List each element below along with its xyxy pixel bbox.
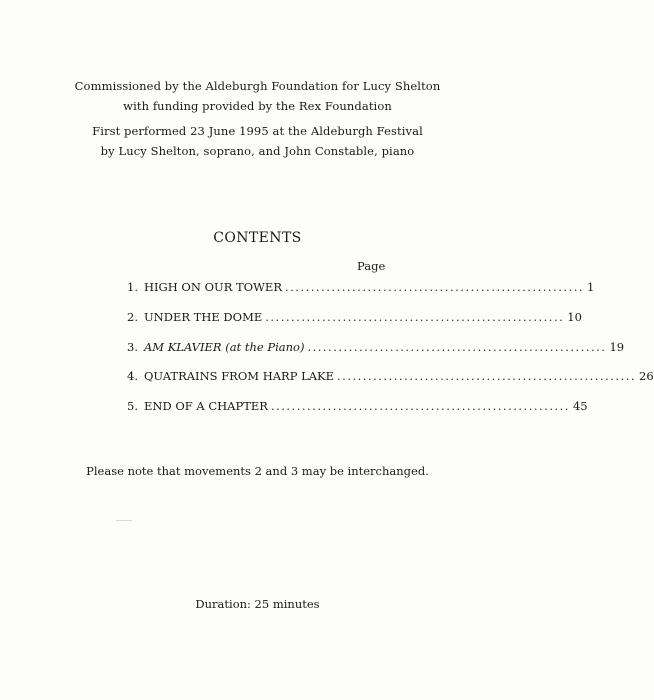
dot-leader: ..........................................................: [337, 369, 637, 384]
page-column-header: Page: [357, 259, 386, 273]
duration-note: Duration: 25 minutes: [195, 597, 320, 611]
toc-title: UNDER THE DOME: [143, 309, 263, 324]
dot-leader: ..........................................................: [284, 280, 585, 294]
toc-entry: [127, 396, 588, 426]
premiere-line-2: by Lucy Shelton, soprano, and John Constable, piano: [100, 144, 415, 158]
commission-note: [0, 76, 515, 116]
toc-number: 5.: [127, 399, 138, 414]
dot-leader: ..........................................................: [270, 399, 570, 414]
toc-number: 3.: [127, 339, 138, 354]
toc-page-number: 26: [639, 369, 654, 384]
toc-page-number: 45: [572, 399, 588, 414]
toc-entry: [127, 307, 582, 337]
interchange-note: Please note that movements 2 and 3 may be interchanged.: [86, 464, 429, 478]
contents-heading: CONTENTS: [213, 230, 302, 246]
toc-title: QUATRAINS FROM HARP LAKE: [143, 369, 335, 384]
commission-line-1: Commissioned by the Aldeburgh Foundation for Lucy Shelton: [74, 79, 441, 93]
dot-leader: ..........................................................: [265, 309, 565, 324]
toc-entry: [127, 366, 654, 396]
toc-page-number: 1: [587, 280, 595, 294]
premiere-line-1: First performed 23 June 1995 at the Aldeburgh Festival: [92, 124, 423, 138]
scan-mark: [116, 520, 132, 521]
dot-leader: ..........................................................: [307, 339, 607, 354]
toc-page-number: 19: [609, 339, 625, 354]
toc-number: 1.: [127, 280, 138, 294]
commission-line-2: with funding provided by the Rex Foundation: [123, 99, 392, 113]
toc-number: 2.: [127, 309, 138, 324]
premiere-note: [0, 121, 515, 161]
toc-title: AM KLAVIER (at the Piano): [143, 339, 305, 354]
table-of-contents: [127, 277, 654, 426]
toc-title: HIGH ON OUR TOWER: [143, 280, 282, 294]
toc-page-number: 10: [567, 309, 582, 324]
toc-title: END OF A CHAPTER: [143, 399, 268, 414]
toc-entry: [127, 337, 625, 367]
toc-number: 4.: [127, 369, 138, 384]
toc-entry: [127, 277, 595, 307]
